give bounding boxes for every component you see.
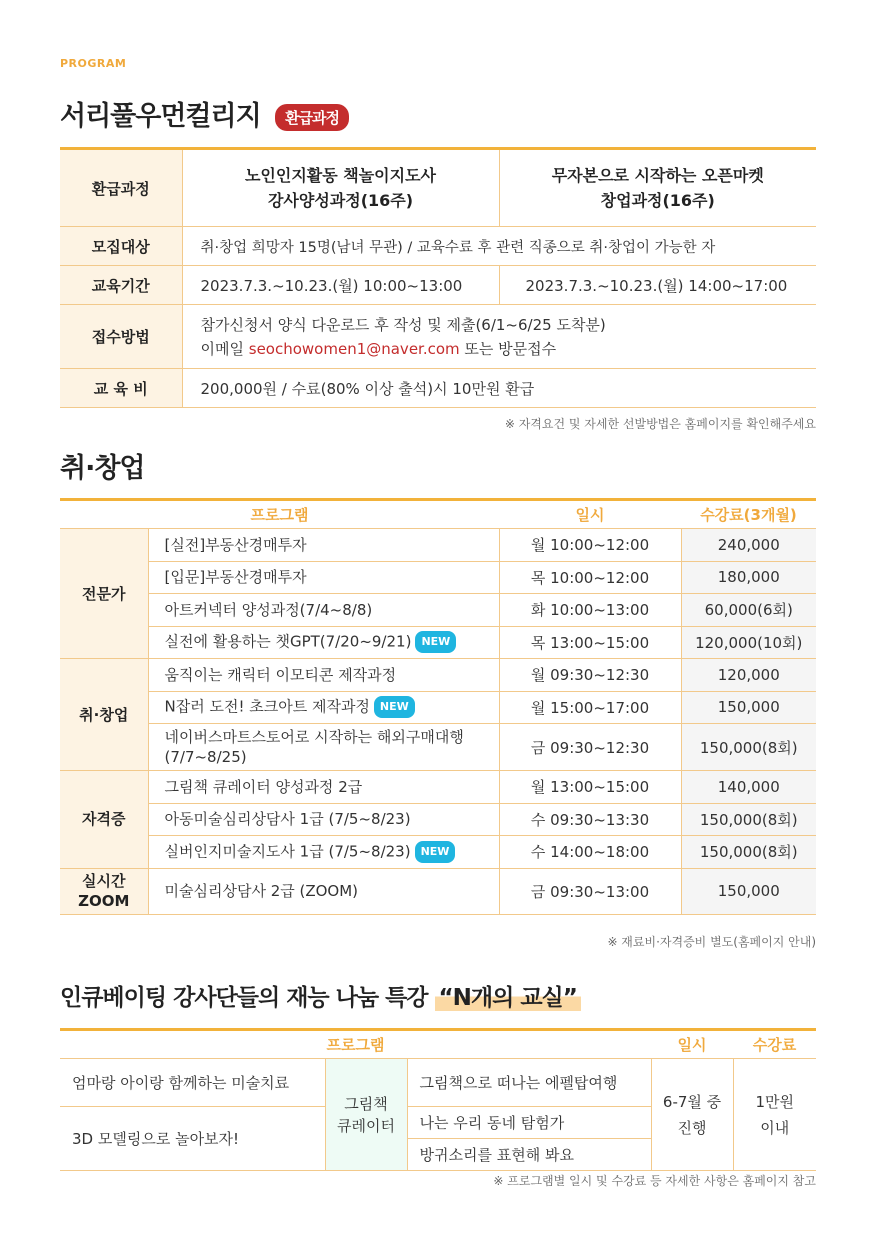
program-name: [148, 691, 499, 724]
table-row: [60, 369, 816, 408]
refund-badge: 환급과정: [275, 104, 349, 131]
table-row: [60, 594, 816, 627]
category-cell: [60, 868, 148, 914]
course-left-line1: 노인인지활동 책놀이지도사: [244, 166, 437, 185]
section2-note: ※ 재료비·자격증비 별도(홈페이지 안내): [607, 935, 816, 949]
fee-line1: 1만원: [755, 1092, 795, 1111]
n-classroom-table: [60, 1028, 816, 1171]
program-title: 네이버스마트스토어로 시작하는 해외구매대행: [164, 728, 464, 746]
program-name: [148, 659, 499, 692]
program-title: 미술심리상담사 2급 (ZOOM): [164, 882, 359, 900]
middle-category: [325, 1059, 407, 1171]
period-right: 2023.7.3.~10.23.(월) 14:00~17:00: [499, 266, 816, 305]
date-line1: 6-7월 중: [662, 1092, 722, 1111]
course-left: [182, 149, 499, 227]
program-title: 실전에 활용하는 챗GPT(7/20~9/21): [164, 632, 412, 651]
program-name: [148, 561, 499, 594]
header-date: 일시: [499, 500, 681, 529]
apply-email[interactable]: seochowomen1@naver.com: [248, 339, 460, 358]
section3-title-prefix: 인큐베이팅 강사단들의 재능 나눔 특강: [60, 985, 435, 1011]
fee-line2: 이내: [760, 1118, 790, 1137]
table-row: [60, 659, 816, 692]
program-fee: 60,000(6회): [681, 594, 816, 627]
program-title: [입문]부동산경매투자: [164, 568, 307, 587]
table-row: [60, 868, 816, 914]
course-right: [499, 149, 816, 227]
section2-title: 취·창업: [60, 453, 145, 484]
category-label: 전문가: [82, 584, 126, 603]
header-date: 일시: [651, 1030, 733, 1059]
program-date: 수 14:00~18:00: [499, 836, 681, 869]
section3-title: [60, 979, 581, 1012]
program-date: 금 09:30~13:00: [499, 868, 681, 914]
left-item: 엄마랑 아이랑 함께하는 미술치료: [60, 1059, 325, 1107]
section1-title: 서리풀우먼컬리지: [60, 101, 261, 132]
program-fee: 150,000: [681, 868, 816, 914]
table-row: [60, 771, 816, 804]
row-label: 접수방법: [60, 305, 182, 369]
table-row: [60, 626, 816, 659]
category-label-line2: ZOOM: [78, 892, 130, 910]
program-fee: 150,000: [681, 691, 816, 724]
category-label: 실시간: [82, 872, 126, 890]
program-fee: 140,000: [681, 771, 816, 804]
table-row: [60, 1059, 816, 1107]
program-title: [실전]부동산경매투자: [164, 535, 307, 554]
program-name: [148, 724, 499, 771]
apply-value: [182, 305, 816, 369]
program-date: 월 10:00~12:00: [499, 529, 681, 562]
table-row: [60, 836, 816, 869]
program-date: 금 09:30~12:30: [499, 724, 681, 771]
table-row: [60, 305, 816, 369]
category-cell: [60, 529, 148, 659]
program-date: 목 13:00~15:00: [499, 626, 681, 659]
course-right-line1: 무자본으로 시작하는 오픈마켓: [551, 166, 764, 185]
program-date: 월 13:00~15:00: [499, 771, 681, 804]
program-fee: 150,000(8회): [681, 836, 816, 869]
category-cell: [60, 771, 148, 869]
period-left: 2023.7.3.~10.23.(월) 10:00~13:00: [182, 266, 499, 305]
sub-item: 방귀소리를 표현해 봐요: [407, 1139, 651, 1171]
row-label: 환급과정: [60, 149, 182, 227]
program-name: [148, 594, 499, 627]
category-label: 취·창업: [79, 705, 129, 724]
table-row: [60, 803, 816, 836]
table-row: [60, 691, 816, 724]
program-title: 아동미술심리상담사 1급 (7/5~8/23): [164, 810, 411, 829]
program-name: [148, 771, 499, 804]
sub-item: 나는 우리 동네 탐험가: [407, 1107, 651, 1139]
program-date: 목 10:00~12:00: [499, 561, 681, 594]
new-badge: NEW: [415, 841, 456, 863]
program-title: 그림책 큐레이터 양성과정 2급: [164, 777, 363, 796]
category-label: 자격증: [82, 810, 126, 829]
header-program: 프로그램: [60, 1030, 651, 1059]
program-name: [148, 836, 499, 869]
row-label: 모집대상: [60, 227, 182, 266]
fee-value: [733, 1059, 816, 1171]
employment-program-table: [60, 498, 816, 915]
program-fee: 150,000(8회): [681, 724, 816, 771]
section1-note: ※ 자격요건 및 자세한 선발방법은 홈페이지를 확인해주세요: [504, 417, 816, 431]
program-date: 수 09:30~13:30: [499, 803, 681, 836]
program-name: [148, 868, 499, 914]
header-fee: 수강료(3개월): [681, 500, 816, 529]
program-title: 움직이는 캐릭터 이모티콘 제작과정: [164, 665, 397, 684]
table-row: [60, 724, 816, 771]
category-cell: [60, 659, 148, 771]
middle-line2: 큐레이터: [337, 1116, 395, 1135]
course-left-line2: 강사양성과정(16주): [267, 191, 414, 210]
program-fee: 180,000: [681, 561, 816, 594]
apply-email-suffix: 또는 방문접수: [459, 339, 557, 358]
apply-line2: [201, 337, 799, 361]
section3-note: ※ 프로그램별 일시 및 수강료 등 자세한 사항은 홈페이지 참고: [493, 1174, 816, 1188]
section1-title-row: [60, 94, 349, 133]
middle-line1: 그림책: [344, 1094, 388, 1113]
table-row: [60, 227, 816, 266]
program-name: [148, 626, 499, 659]
program-fee: 120,000(10회): [681, 626, 816, 659]
row-label: 교 육 비: [60, 369, 182, 408]
target-value: 취·창업 희망자 15명(남녀 무관) / 교육수료 후 관련 직종으로 취·창업이 가능한 자: [182, 227, 816, 266]
program-label: PROGRAM: [60, 57, 127, 70]
program-title: N잡러 도전! 초크아트 제작과정: [164, 697, 370, 716]
program-date: 월 09:30~12:30: [499, 659, 681, 692]
new-badge: NEW: [374, 696, 415, 718]
program-fee: 120,000: [681, 659, 816, 692]
program-date: 월 15:00~17:00: [499, 691, 681, 724]
sub-item: 그림책으로 떠나는 에펠탑여행: [407, 1059, 651, 1107]
program-title: 실버인지미술지도사 1급 (7/5~8/23): [164, 842, 411, 861]
row-label: 교육기간: [60, 266, 182, 305]
program-name: [148, 803, 499, 836]
program-title: 아트커넥터 양성과정(7/4~8/8): [164, 600, 373, 619]
new-badge: NEW: [415, 631, 456, 653]
date-value: [651, 1059, 733, 1171]
table-row: [60, 529, 816, 562]
apply-email-prefix: 이메일: [200, 339, 249, 358]
header-fee: 수강료: [733, 1030, 816, 1059]
refund-course-table: [60, 147, 816, 408]
table-header-row: [60, 500, 816, 529]
apply-line1: 참가신청서 양식 다운로드 후 작성 및 제출(6/1~6/25 도착분): [200, 315, 606, 334]
header-program: 프로그램: [60, 500, 499, 529]
section3-title-highlight: “N개의 교실”: [435, 985, 581, 1011]
date-line2: 진행: [677, 1118, 707, 1137]
program-title-line2: (7/7~8/25): [164, 748, 247, 766]
fee-value: 200,000원 / 수료(80% 이상 출석)시 10만원 환급: [182, 369, 816, 408]
program-date: 화 10:00~13:00: [499, 594, 681, 627]
table-row: [60, 149, 816, 227]
program-fee: 150,000(8회): [681, 803, 816, 836]
program-name: [148, 529, 499, 562]
table-row: [60, 561, 816, 594]
left-item: 3D 모델링으로 놀아보자!: [60, 1107, 325, 1171]
table-row: [60, 266, 816, 305]
course-right-line2: 창업과정(16주): [600, 191, 715, 210]
program-fee: 240,000: [681, 529, 816, 562]
table-header-row: [60, 1030, 816, 1059]
